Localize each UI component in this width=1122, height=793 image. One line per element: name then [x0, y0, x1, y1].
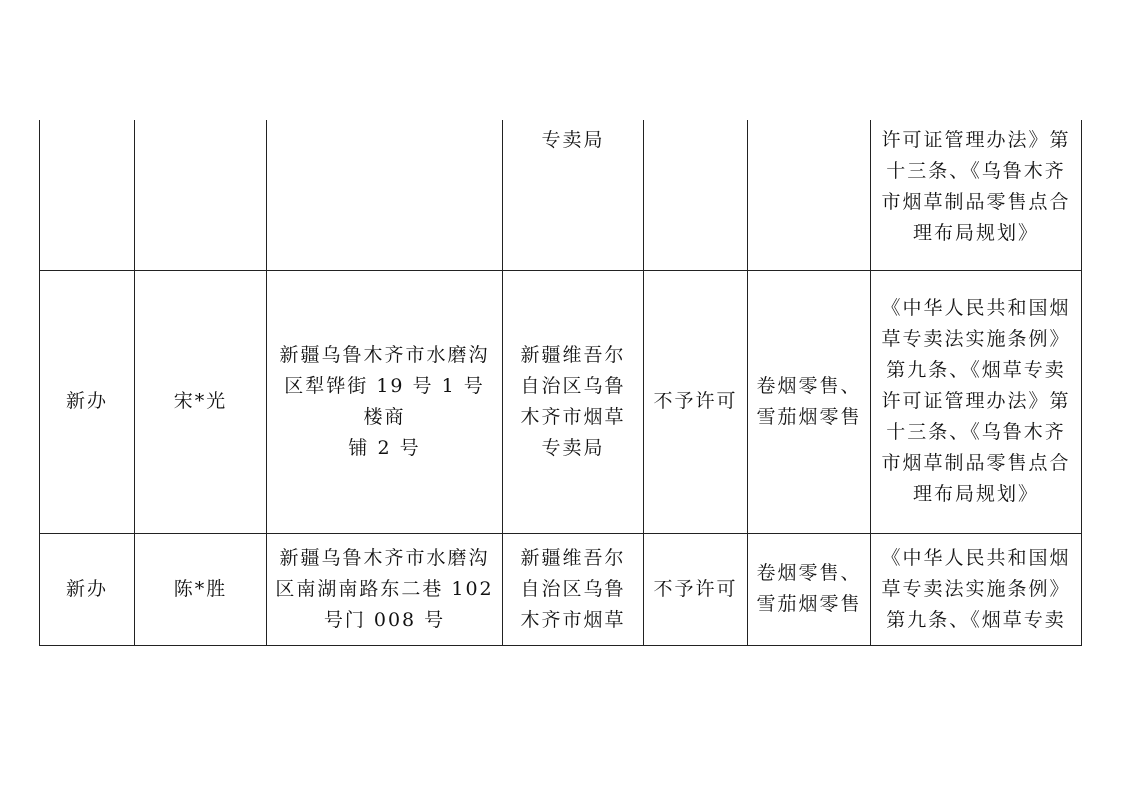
- cell-line: 区南湖南路东二巷 102: [275, 577, 494, 600]
- cell-line: 《中华人民共和国烟: [881, 297, 1071, 319]
- cell-line: 卷烟零售、: [756, 374, 862, 397]
- cell-legal-basis: [871, 533, 1082, 645]
- cell-legal-basis: [871, 270, 1082, 533]
- cell-line: 《中华人民共和国烟: [881, 546, 1071, 569]
- table-row: [40, 270, 1082, 533]
- cell-line: 木齐市烟草: [520, 405, 626, 428]
- cell-application-type: [40, 120, 135, 270]
- cell-decision: [644, 533, 748, 645]
- cell-applicant-name: 宋*光: [135, 270, 267, 533]
- cell-line: 自治区乌鲁: [520, 577, 626, 600]
- permit-decision-table: [39, 120, 1082, 646]
- cell-line: 号门 008 号: [323, 608, 446, 631]
- cell-line: 理布局规划》: [912, 483, 1039, 505]
- table-row: [40, 533, 1082, 645]
- cell-line: 第九条、《烟草专卖: [886, 608, 1066, 631]
- cell-line: 卷烟零售、: [756, 562, 862, 584]
- cell-applicant-name: [135, 120, 267, 270]
- cell-line: 许可证管理办法》第: [881, 390, 1071, 412]
- table-body: [40, 120, 1082, 645]
- cell-line: 雪茄烟零售: [756, 593, 862, 615]
- cell-business-scope: [748, 533, 871, 645]
- cell-application-type: 新办: [40, 270, 135, 533]
- cell-line: 专卖局: [541, 436, 605, 459]
- cell-line: 木齐市烟草: [520, 608, 626, 631]
- cell-line: 理布局规划》: [912, 222, 1039, 244]
- cell-line: 不予许可: [653, 577, 738, 600]
- cell-legal-basis: [871, 120, 1082, 270]
- cell-line: 草专卖法实施条例》: [881, 577, 1071, 600]
- cell-line: 市烟草制品零售点合: [881, 191, 1071, 213]
- cell-line: 区犁铧街 19 号 1 号楼商: [284, 374, 485, 428]
- table-row: [40, 120, 1082, 270]
- cell-licensing-authority: [503, 120, 644, 270]
- cell-line: 专卖局: [541, 129, 605, 151]
- cell-line: 新疆乌鲁木齐市水磨沟: [279, 546, 490, 569]
- cell-business-address: [267, 533, 503, 645]
- cell-line: 草专卖法实施条例》: [881, 328, 1071, 350]
- cell-line: 不予许可: [653, 390, 738, 412]
- cell-licensing-authority: [503, 270, 644, 533]
- cell-application-type: 新办: [40, 533, 135, 645]
- cell-business-address: [267, 270, 503, 533]
- cell-line: 铺 2 号: [348, 436, 421, 459]
- cell-line: 新疆维吾尔: [520, 343, 626, 366]
- cell-line: 许可证管理办法》第: [881, 129, 1071, 151]
- cell-line: 十三条、《乌鲁木齐: [886, 421, 1066, 443]
- cell-business-scope: [748, 120, 871, 270]
- cell-line: 第九条、《烟草专卖: [886, 359, 1066, 381]
- cell-line: 自治区乌鲁: [520, 374, 626, 397]
- cell-line: 新疆乌鲁木齐市水磨沟: [279, 343, 490, 366]
- cell-applicant-name: 陈*胜: [135, 533, 267, 645]
- cell-decision: [644, 270, 748, 533]
- cell-licensing-authority: [503, 533, 644, 645]
- cell-business-address: [267, 120, 503, 270]
- cell-line: 十三条、《乌鲁木齐: [886, 160, 1066, 182]
- cell-line: 市烟草制品零售点合: [881, 452, 1071, 474]
- cell-line: 雪茄烟零售: [756, 405, 862, 428]
- cell-business-scope: [748, 270, 871, 533]
- cell-decision: [644, 120, 748, 270]
- cell-line: 新疆维吾尔: [520, 546, 626, 569]
